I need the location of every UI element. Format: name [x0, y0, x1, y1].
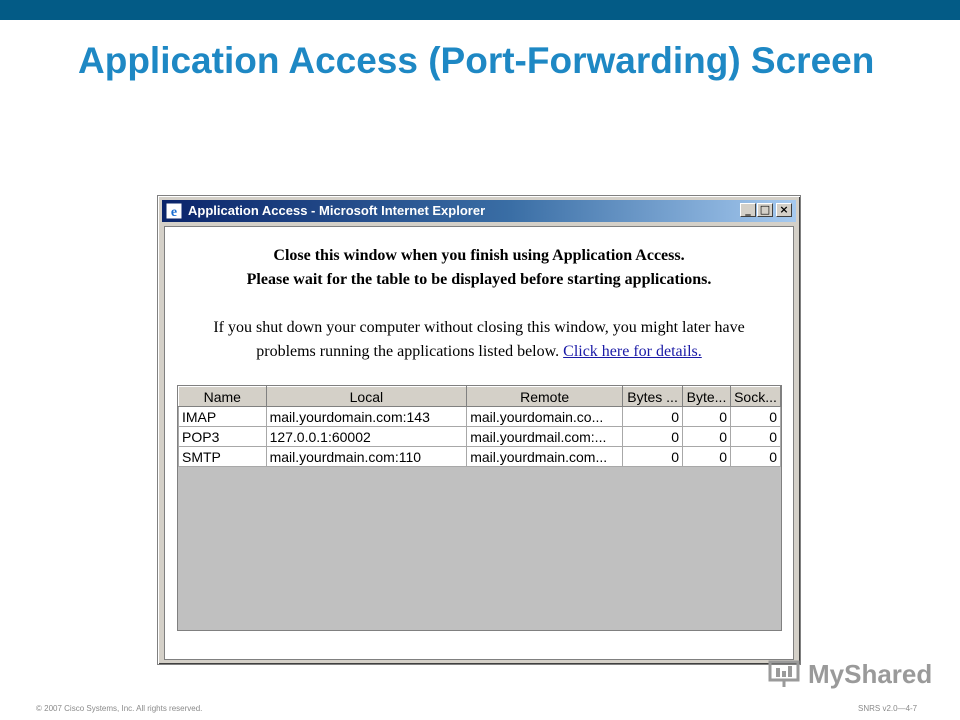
column-header-name[interactable]: Name — [179, 387, 267, 407]
top-banner — [0, 0, 960, 20]
cell-sockets: 0 — [730, 447, 780, 467]
cell-local: 127.0.0.1:60002 — [266, 427, 467, 447]
svg-text:e: e — [170, 205, 178, 219]
cell-local: mail.yourdomain.com:143 — [266, 407, 467, 427]
column-header-bytes-out[interactable]: Bytes ... — [623, 387, 683, 407]
slide-number-footer: SNRS v2.0—4-7 — [858, 704, 918, 713]
application-table — [178, 386, 781, 467]
watermark-text: MyShared — [808, 659, 933, 689]
table-row[interactable] — [179, 447, 781, 467]
window-title: Application Access - Microsoft Internet Explorer — [188, 203, 486, 218]
copyright-footer: © 2007 Cisco Systems, Inc. All rights reserved. — [36, 704, 203, 713]
presentation-icon — [768, 660, 802, 688]
cell-name: SMTP — [179, 447, 267, 467]
wait-instruction: Please wait for the table to be displayed before starting applications. — [246, 271, 712, 288]
close-instruction: Close this window when you finish using Application Access. — [273, 247, 685, 264]
cell-bytes-out: 0 — [623, 447, 683, 467]
cell-bytes-in: 0 — [683, 447, 731, 467]
internet-explorer-icon — [166, 203, 182, 219]
window-titlebar[interactable] — [162, 200, 796, 222]
shutdown-warning-line-1: If you shut down your computer without closing this window, you might later have — [213, 319, 745, 336]
cell-name: POP3 — [179, 427, 267, 447]
column-header-remote[interactable]: Remote — [467, 387, 623, 407]
cell-bytes-out: 0 — [623, 407, 683, 427]
cell-remote: mail.yourdmail.com:... — [467, 427, 623, 447]
cell-local: mail.yourdmain.com:110 — [266, 447, 467, 467]
cell-name: IMAP — [179, 407, 267, 427]
cell-remote: mail.yourdomain.co... — [467, 407, 623, 427]
details-link[interactable]: Click here for details. — [563, 343, 702, 360]
cell-sockets: 0 — [730, 407, 780, 427]
watermark-logo — [768, 656, 938, 692]
cell-sockets: 0 — [730, 427, 780, 447]
close-button[interactable]: × — [776, 203, 792, 217]
column-header-sockets[interactable]: Sock... — [730, 387, 780, 407]
maximize-button[interactable]: □ — [757, 203, 773, 217]
column-header-local[interactable]: Local — [266, 387, 467, 407]
cell-bytes-in: 0 — [683, 427, 731, 447]
minimize-button[interactable]: _ — [740, 203, 756, 217]
shutdown-warning-line-2 — [165, 343, 793, 361]
table-row[interactable] — [179, 407, 781, 427]
cell-remote: mail.yourdmain.com... — [467, 447, 623, 467]
page-content — [164, 226, 794, 660]
table-row[interactable] — [179, 427, 781, 447]
port-forwarding-table — [177, 385, 782, 631]
slide-title: Application Access (Port-Forwarding) Screen — [78, 40, 875, 81]
column-header-bytes-in[interactable]: Byte... — [683, 387, 731, 407]
browser-window — [157, 195, 801, 665]
cell-bytes-out: 0 — [623, 427, 683, 447]
shutdown-warning-text: problems running the applications listed below. — [256, 343, 560, 360]
table-header-row — [179, 387, 781, 407]
cell-bytes-in: 0 — [683, 407, 731, 427]
